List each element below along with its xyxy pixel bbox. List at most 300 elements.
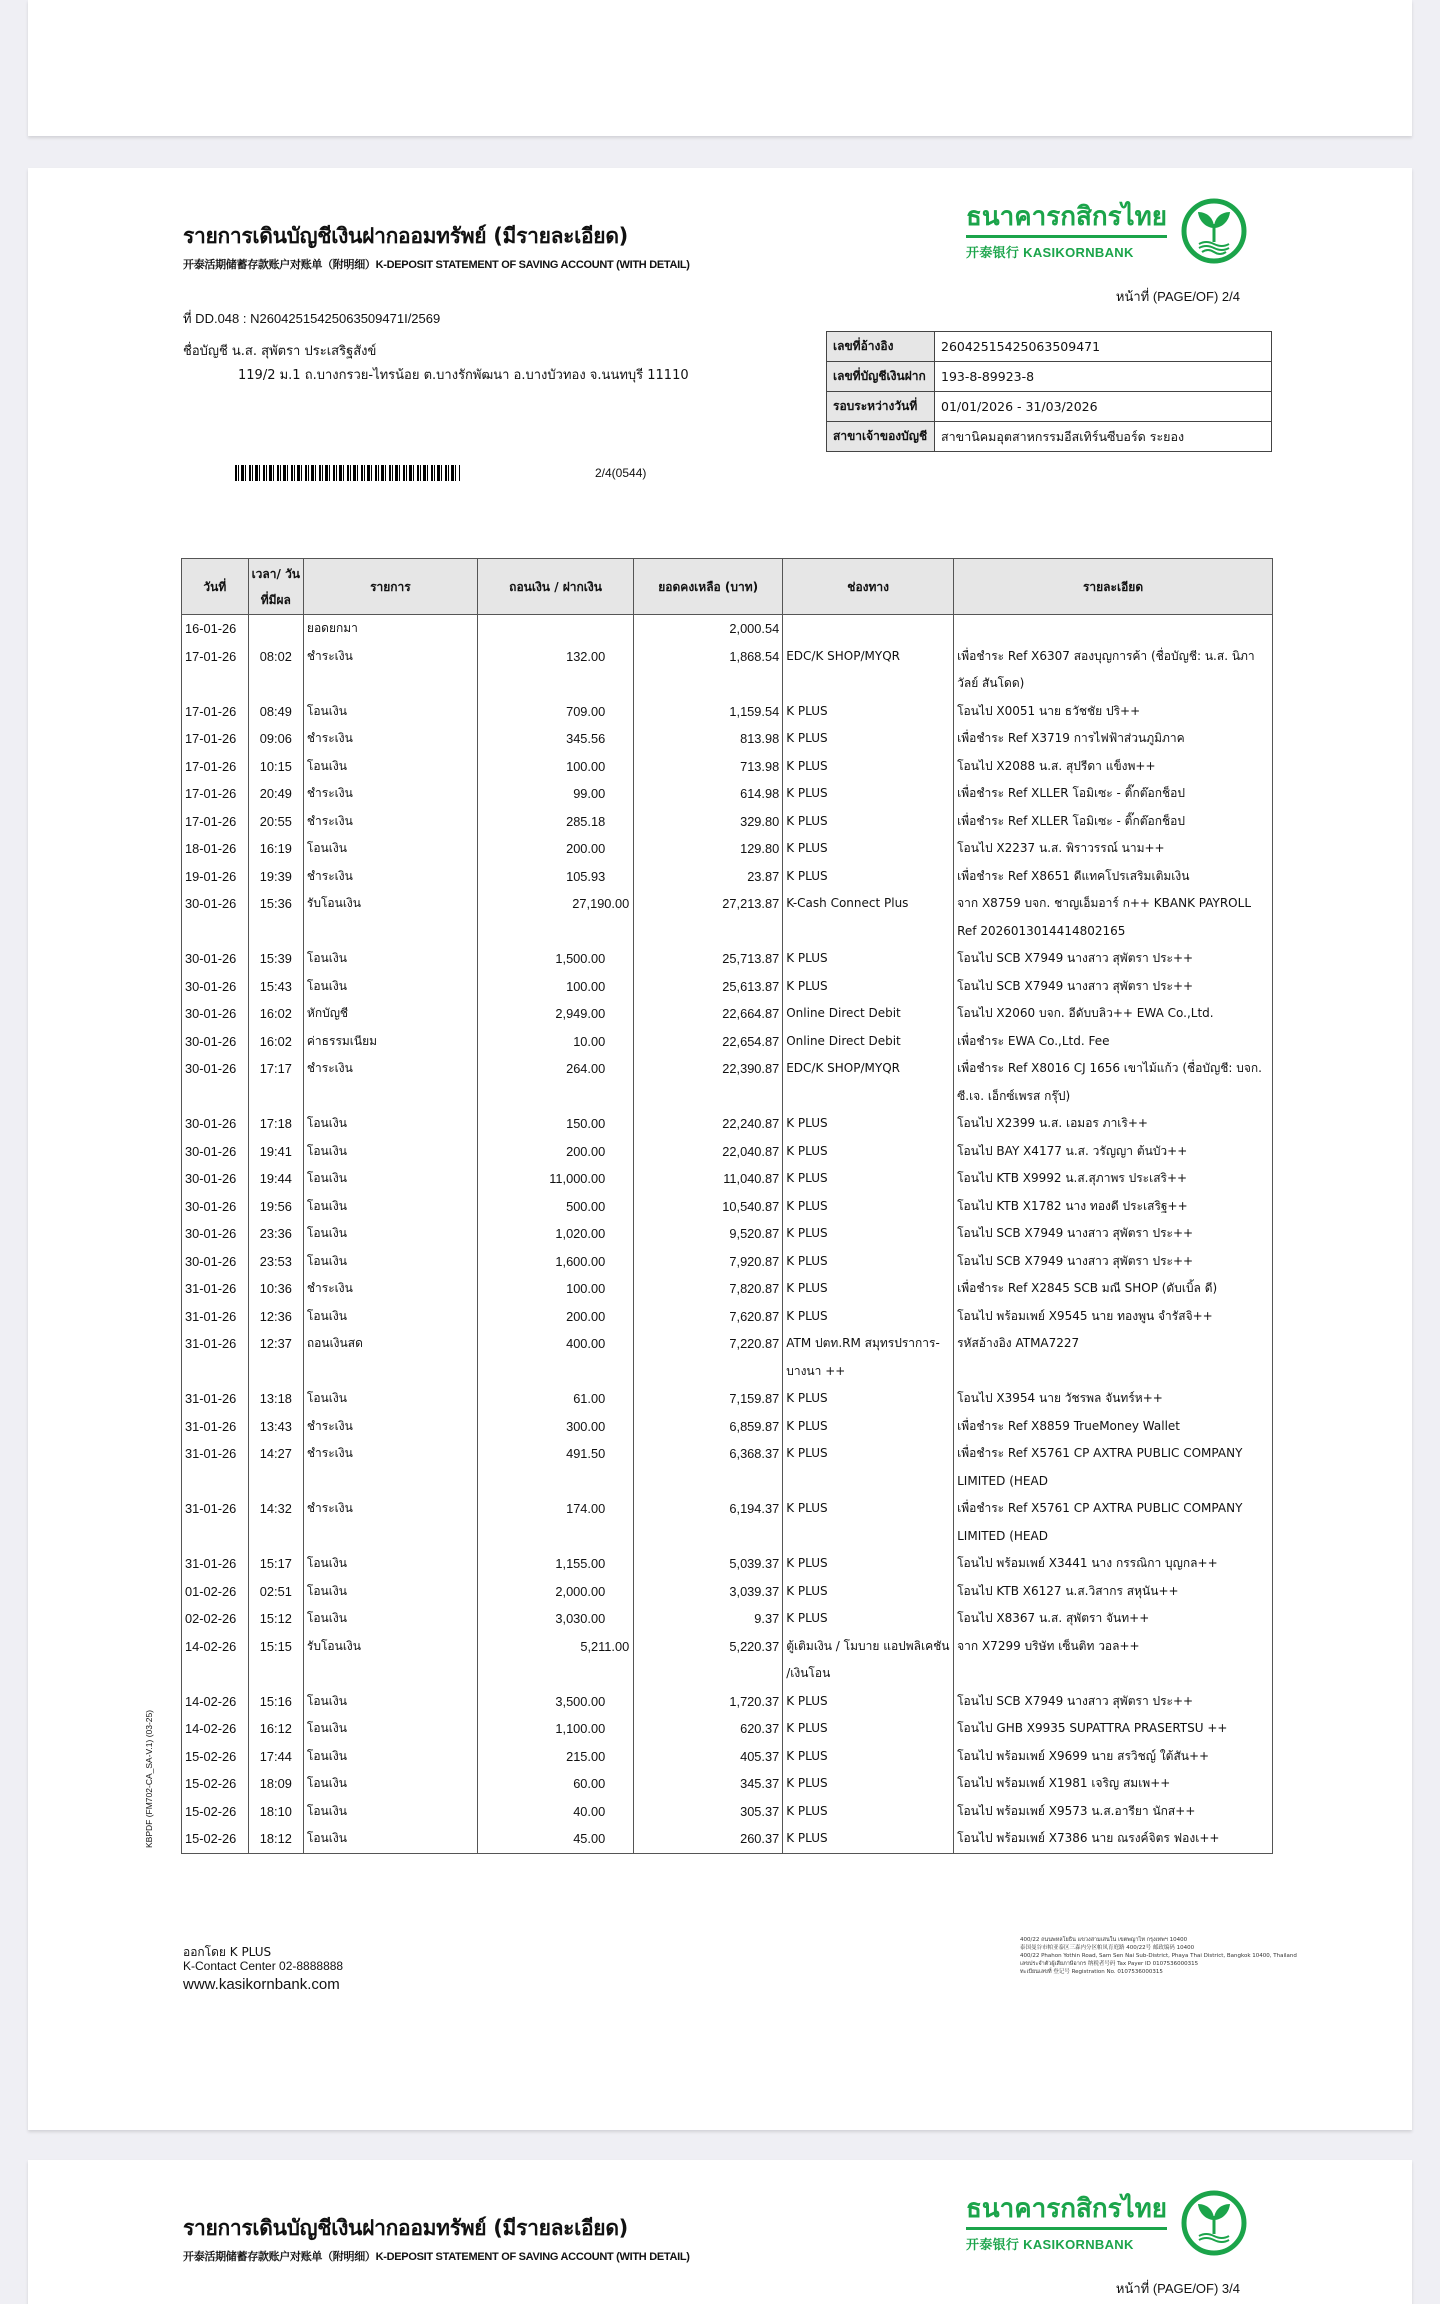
- cell-detail: โอนไป X2237 น.ส. พิราวรรณ์ นาม++: [954, 835, 1273, 863]
- cell-type: รับโอนเงิน: [303, 890, 477, 945]
- cell-type: ชำระเงิน: [303, 1495, 477, 1550]
- cell-channel: K PLUS: [783, 1605, 954, 1633]
- cell-channel: K PLUS: [783, 1220, 954, 1248]
- cell-type: โอนเงิน: [303, 1110, 477, 1138]
- cell-balance: 305.37: [634, 1798, 783, 1826]
- cell-date: 30-01-26: [182, 890, 249, 945]
- kbank-leaf-icon: [1181, 198, 1247, 264]
- cell-balance: 11,040.87: [634, 1165, 783, 1193]
- cell-detail: เพื่อชำระ Ref XLLER โอมิเซะ - ติ๊กต๊อกช็อป: [954, 808, 1273, 836]
- bank-name-en: 开泰银行 KASIKORNBANK: [966, 244, 1134, 260]
- cell-balance: 620.37: [634, 1715, 783, 1743]
- cell-time: 17:44: [248, 1743, 303, 1771]
- cell-amount: 3,030.00: [477, 1605, 633, 1633]
- page-subtitle: 开泰活期储蓄存款账户对账单（附明细）K-DEPOSIT STATEMENT OF SAVING ACCOUNT (WITH DETAIL): [183, 259, 690, 271]
- cell-amount: 264.00: [477, 1055, 633, 1110]
- cell-detail: รหัสอ้างอิง ATMA7227: [954, 1330, 1273, 1385]
- cell-type: ถอนเงินสด: [303, 1330, 477, 1385]
- table-row: [182, 615, 1273, 643]
- table-row: [182, 698, 1273, 726]
- cell-amount: 200.00: [477, 1138, 633, 1166]
- cell-channel: K PLUS: [783, 1440, 954, 1495]
- info-row: รอบระหว่างวันที่ 01/01/2026 - 31/03/2026: [827, 392, 1272, 422]
- cell-date: 30-01-26: [182, 1028, 249, 1056]
- cell-channel: K PLUS: [783, 945, 954, 973]
- table-row: [182, 1550, 1273, 1578]
- cell-type: โอนเงิน: [303, 1165, 477, 1193]
- cell-channel: K PLUS: [783, 1578, 954, 1606]
- table-row: [182, 890, 1273, 945]
- cell-balance: 22,664.87: [634, 1000, 783, 1028]
- cell-channel: K PLUS: [783, 1385, 954, 1413]
- cell-amount: 27,190.00: [477, 890, 633, 945]
- cell-type: ยอดยกมา: [303, 615, 477, 643]
- cell-channel: ตู้เติมเงิน / โมบาย แอปพลิเคชัน /เงินโอน: [783, 1633, 954, 1688]
- cell-date: 31-01-26: [182, 1385, 249, 1413]
- table-row: [182, 1715, 1273, 1743]
- cell-type: โอนเงิน: [303, 1303, 477, 1331]
- cell-time: 16:02: [248, 1028, 303, 1056]
- cell-date: 16-01-26: [182, 615, 249, 643]
- cell-detail: โอนไป พร้อมเพย์ X9699 นาย สรวิชญ์ ใต้สัน++: [954, 1743, 1273, 1771]
- cell-amount: 2,949.00: [477, 1000, 633, 1028]
- page-number: หน้าที่ (PAGE/OF) 2/4: [1115, 289, 1240, 304]
- cell-time: 12:36: [248, 1303, 303, 1331]
- cell-amount: 300.00: [477, 1413, 633, 1441]
- col-channel: ช่องทาง: [783, 559, 954, 615]
- cell-time: 19:39: [248, 863, 303, 891]
- col-detail: รายละเอียด: [954, 559, 1273, 615]
- cell-channel: K PLUS: [783, 1193, 954, 1221]
- cell-type: โอนเงิน: [303, 945, 477, 973]
- cell-amount: 100.00: [477, 973, 633, 1001]
- cell-date: 30-01-26: [182, 1193, 249, 1221]
- cell-channel: K PLUS: [783, 725, 954, 753]
- cell-amount: 132.00: [477, 643, 633, 698]
- account-info-table: [826, 331, 1272, 452]
- cell-balance: 9.37: [634, 1605, 783, 1633]
- cell-balance: 713.98: [634, 753, 783, 781]
- info-row: เลขที่บัญชีเงินฝาก 193-8-89923-8: [827, 362, 1272, 392]
- cell-amount: 100.00: [477, 753, 633, 781]
- form-code: KBPDF (FM702-CA_SA-V.1) (03-25): [144, 1709, 154, 1848]
- col-amount: ถอนเงิน / ฝากเงิน: [477, 559, 633, 615]
- page-title: รายการเดินบัญชีเงินฝากออมทรัพย์ (มีรายละเอียด): [183, 224, 628, 248]
- cell-amount: 491.50: [477, 1440, 633, 1495]
- cell-type: ชำระเงิน: [303, 643, 477, 698]
- cell-detail: เพื่อชำระ Ref X5761 CP AXTRA PUBLIC COMPANY LIMITED (HEAD: [954, 1440, 1273, 1495]
- cell-balance: 25,713.87: [634, 945, 783, 973]
- cell-date: 30-01-26: [182, 1110, 249, 1138]
- next-page-title: รายการเดินบัญชีเงินฝากออมทรัพย์ (มีรายละเอียด): [183, 2216, 628, 2240]
- cell-detail: [954, 615, 1273, 643]
- cell-detail: โอนไป พร้อมเพย์ X9573 น.ส.อารียา นักส++: [954, 1798, 1273, 1826]
- cell-type: โอนเงิน: [303, 1605, 477, 1633]
- cell-amount: 200.00: [477, 835, 633, 863]
- table-row: [182, 1220, 1273, 1248]
- cell-type: ชำระเงิน: [303, 808, 477, 836]
- cell-date: 14-02-26: [182, 1688, 249, 1716]
- cell-channel: K PLUS: [783, 1165, 954, 1193]
- table-row: [182, 1165, 1273, 1193]
- cell-type: รับโอนเงิน: [303, 1633, 477, 1688]
- cell-time: 15:12: [248, 1605, 303, 1633]
- cell-channel: K PLUS: [783, 1110, 954, 1138]
- table-row: [182, 1578, 1273, 1606]
- table-row: [182, 1743, 1273, 1771]
- table-row: [182, 1248, 1273, 1276]
- cell-balance: 22,040.87: [634, 1138, 783, 1166]
- cell-date: 31-01-26: [182, 1550, 249, 1578]
- cell-time: 15:15: [248, 1633, 303, 1688]
- cell-channel: EDC/K SHOP/MYQR: [783, 643, 954, 698]
- cell-channel: K PLUS: [783, 808, 954, 836]
- cell-detail: โอนไป พร้อมเพย์ X1981 เจริญ สมเพ++: [954, 1770, 1273, 1798]
- document-number: ที่ DD.048 : N26042515425063509471I/2569: [183, 311, 441, 326]
- cell-channel: K PLUS: [783, 1770, 954, 1798]
- cell-type: โอนเงิน: [303, 1743, 477, 1771]
- cell-time: 17:17: [248, 1055, 303, 1110]
- table-row: [182, 1440, 1273, 1495]
- cell-amount: [477, 615, 633, 643]
- cell-date: 30-01-26: [182, 1000, 249, 1028]
- cell-detail: โอนไป KTB X6127 น.ส.วิสากร สหุนัน++: [954, 1578, 1273, 1606]
- cell-amount: 5,211.00: [477, 1633, 633, 1688]
- table-row: [182, 1385, 1273, 1413]
- cell-date: 17-01-26: [182, 808, 249, 836]
- cell-amount: 1,100.00: [477, 1715, 633, 1743]
- table-row: [182, 863, 1273, 891]
- cell-date: 17-01-26: [182, 698, 249, 726]
- cell-date: 31-01-26: [182, 1495, 249, 1550]
- cell-amount: 400.00: [477, 1330, 633, 1385]
- cell-type: ชำระเงิน: [303, 780, 477, 808]
- cell-date: 17-01-26: [182, 753, 249, 781]
- cell-type: โอนเงิน: [303, 1385, 477, 1413]
- cell-date: 14-02-26: [182, 1715, 249, 1743]
- cell-date: 30-01-26: [182, 1165, 249, 1193]
- col-type: รายการ: [303, 559, 477, 615]
- cell-detail: เพื่อชำระ Ref X2845 SCB มณี SHOP (ดับเบิ้ล ดี): [954, 1275, 1273, 1303]
- cell-detail: โอนไป KTB X1782 นาง ทองดี ประเสริฐ++: [954, 1193, 1273, 1221]
- cell-balance: 27,213.87: [634, 890, 783, 945]
- cell-time: 23:36: [248, 1220, 303, 1248]
- cell-balance: 7,620.87: [634, 1303, 783, 1331]
- account-name: ชื่อบัญชี น.ส. สุพัตรา ประเสริฐสังข์: [183, 344, 377, 359]
- cell-channel: K PLUS: [783, 1303, 954, 1331]
- cell-time: 10:15: [248, 753, 303, 781]
- cell-amount: 11,000.00: [477, 1165, 633, 1193]
- cell-channel: ATM ปตท.RM สมุทรปราการ-บางนา ++: [783, 1330, 954, 1385]
- cell-time: 18:10: [248, 1798, 303, 1826]
- cell-date: 31-01-26: [182, 1440, 249, 1495]
- cell-detail: โอนไป X0051 นาย ธวัชชัย ปริ++: [954, 698, 1273, 726]
- cell-detail: โอนไป SCB X7949 นางสาว สุพัตรา ประ++: [954, 973, 1273, 1001]
- cell-amount: 174.00: [477, 1495, 633, 1550]
- table-row: [182, 808, 1273, 836]
- cell-time: 02:51: [248, 1578, 303, 1606]
- cell-date: 30-01-26: [182, 1248, 249, 1276]
- bank-name-th: ธนาคารกสิกรไทย: [966, 202, 1167, 238]
- table-row: [182, 1330, 1273, 1385]
- cell-type: หักบัญชี: [303, 1000, 477, 1028]
- cell-detail: เพื่อชำระ Ref X3719 การไฟฟ้าส่วนภูมิภาค: [954, 725, 1273, 753]
- cell-channel: K PLUS: [783, 1825, 954, 1853]
- cell-time: 23:53: [248, 1248, 303, 1276]
- cell-amount: 500.00: [477, 1193, 633, 1221]
- cell-balance: 7,820.87: [634, 1275, 783, 1303]
- table-row: [182, 1193, 1273, 1221]
- cell-channel: K PLUS: [783, 1248, 954, 1276]
- cell-date: 02-02-26: [182, 1605, 249, 1633]
- cell-balance: 23.87: [634, 863, 783, 891]
- cell-channel: K PLUS: [783, 973, 954, 1001]
- cell-channel: K PLUS: [783, 698, 954, 726]
- cell-channel: K PLUS: [783, 1413, 954, 1441]
- table-row: [182, 1495, 1273, 1550]
- cell-amount: 99.00: [477, 780, 633, 808]
- cell-balance: 614.98: [634, 780, 783, 808]
- next-page-subtitle: 开泰活期储蓄存款账户对账单（附明细）K-DEPOSIT STATEMENT OF SAVING ACCOUNT (WITH DETAIL): [183, 2251, 690, 2263]
- cell-type: โอนเงิน: [303, 1798, 477, 1826]
- table-row: [182, 1303, 1273, 1331]
- cell-amount: 100.00: [477, 1275, 633, 1303]
- cell-detail: เพื่อชำระ Ref X8016 CJ 1656 เขาไม้แก้ว (ชื่อบัญชี: บจก. ซี.เจ. เอ็กซ์เพรส กรุ๊ป): [954, 1055, 1273, 1110]
- cell-balance: 10,540.87: [634, 1193, 783, 1221]
- cell-type: โอนเงิน: [303, 1715, 477, 1743]
- barcode-label: 2/4(0544): [595, 466, 647, 480]
- cell-date: 19-01-26: [182, 863, 249, 891]
- cell-channel: K-Cash Connect Plus: [783, 890, 954, 945]
- cell-time: 16:02: [248, 1000, 303, 1028]
- cell-balance: 25,613.87: [634, 973, 783, 1001]
- cell-balance: 813.98: [634, 725, 783, 753]
- cell-time: 19:41: [248, 1138, 303, 1166]
- cell-time: [248, 615, 303, 643]
- table-row: [182, 1028, 1273, 1056]
- cell-detail: โอนไป X2060 บจก. อีดับบลิว++ EWA Co.,Ltd.: [954, 1000, 1273, 1028]
- cell-balance: 6,194.37: [634, 1495, 783, 1550]
- barcode: [235, 465, 460, 481]
- cell-amount: 1,020.00: [477, 1220, 633, 1248]
- cell-type: ชำระเงิน: [303, 1413, 477, 1441]
- cell-date: 30-01-26: [182, 973, 249, 1001]
- cell-type: โอนเงิน: [303, 1825, 477, 1853]
- table-row: [182, 1825, 1273, 1853]
- cell-detail: โอนไป X2088 น.ส. สุปรีดา แข็งพ++: [954, 753, 1273, 781]
- cell-channel: K PLUS: [783, 863, 954, 891]
- cell-balance: 2,000.54: [634, 615, 783, 643]
- cell-balance: 22,240.87: [634, 1110, 783, 1138]
- cell-date: 30-01-26: [182, 945, 249, 973]
- table-row: [182, 1000, 1273, 1028]
- cell-date: 31-01-26: [182, 1275, 249, 1303]
- cell-balance: 5,220.37: [634, 1633, 783, 1688]
- cell-date: 17-01-26: [182, 780, 249, 808]
- cell-amount: 2,000.00: [477, 1578, 633, 1606]
- cell-detail: โอนไป BAY X4177 น.ส. วรัญญา ต้นบัว++: [954, 1138, 1273, 1166]
- table-row: [182, 1633, 1273, 1688]
- table-row: [182, 780, 1273, 808]
- cell-time: 09:06: [248, 725, 303, 753]
- table-row: [182, 1110, 1273, 1138]
- cell-time: 14:32: [248, 1495, 303, 1550]
- cell-time: 08:49: [248, 698, 303, 726]
- cell-time: 15:43: [248, 973, 303, 1001]
- website-link[interactable]: www.kasikornbank.com: [183, 1976, 340, 1993]
- cell-balance: 22,390.87: [634, 1055, 783, 1110]
- cell-balance: 5,039.37: [634, 1550, 783, 1578]
- cell-date: 17-01-26: [182, 643, 249, 698]
- cell-date: 15-02-26: [182, 1770, 249, 1798]
- cell-type: ชำระเงิน: [303, 1440, 477, 1495]
- table-row: [182, 1605, 1273, 1633]
- cell-time: 08:02: [248, 643, 303, 698]
- cell-detail: จาก X7299 บริษัท เซ็นติท วอล++: [954, 1633, 1273, 1688]
- cell-balance: 7,920.87: [634, 1248, 783, 1276]
- bank-logo: [966, 198, 1247, 264]
- cell-time: 13:43: [248, 1413, 303, 1441]
- cell-type: ชำระเงิน: [303, 1275, 477, 1303]
- cell-time: 15:17: [248, 1550, 303, 1578]
- cell-detail: เพื่อชำระ Ref X6307 สองบุญการค้า (ชื่อบัญชี: น.ส. นิภาวัลย์ สันโดด): [954, 643, 1273, 698]
- cell-type: โอนเงิน: [303, 698, 477, 726]
- cell-detail: โอนไป พร้อมเพย์ X7386 นาย ณรงค์จิตร ฟองเ++: [954, 1825, 1273, 1853]
- cell-type: โอนเงิน: [303, 835, 477, 863]
- cell-channel: Online Direct Debit: [783, 1028, 954, 1056]
- cell-date: 14-02-26: [182, 1633, 249, 1688]
- cell-balance: 1,720.37: [634, 1688, 783, 1716]
- cell-balance: 6,859.87: [634, 1413, 783, 1441]
- cell-type: ชำระเงิน: [303, 1055, 477, 1110]
- cell-balance: 6,368.37: [634, 1440, 783, 1495]
- cell-detail: โอนไป KTB X9992 น.ส.สุภาพร ประเสริ++: [954, 1165, 1273, 1193]
- cell-detail: จาก X8759 บจก. ชาญเอ็มอาร์ ก++ KBANK PAYROLL Ref 2026013014414802165: [954, 890, 1273, 945]
- cell-date: 15-02-26: [182, 1743, 249, 1771]
- cell-channel: K PLUS: [783, 835, 954, 863]
- cell-detail: เพื่อชำระ EWA Co.,Ltd. Fee: [954, 1028, 1273, 1056]
- cell-amount: 1,155.00: [477, 1550, 633, 1578]
- table-row: [182, 1055, 1273, 1110]
- next-bank-logo: ธนาคารกสิกรไทย 开泰银行 KASIKORNBANK: [966, 2190, 1247, 2256]
- cell-date: 30-01-26: [182, 1138, 249, 1166]
- cell-amount: 150.00: [477, 1110, 633, 1138]
- cell-balance: 405.37: [634, 1743, 783, 1771]
- cell-amount: 1,500.00: [477, 945, 633, 973]
- cell-type: โอนเงิน: [303, 1138, 477, 1166]
- cell-balance: 260.37: [634, 1825, 783, 1853]
- account-address: 119/2 ม.1 ถ.บางกรวย-ไทรน้อย ต.บางรักพัฒนา อ.บางบัวทอง จ.นนทบุรี 11110: [238, 368, 689, 383]
- cell-detail: เพื่อชำระ Ref X5761 CP AXTRA PUBLIC COMPANY LIMITED (HEAD: [954, 1495, 1273, 1550]
- cell-date: 30-01-26: [182, 1055, 249, 1110]
- next-page-number: หน้าที่ (PAGE/OF) 3/4: [1115, 2281, 1240, 2296]
- cell-type: โอนเงิน: [303, 1550, 477, 1578]
- next-page: [28, 2160, 1412, 2304]
- cell-channel: K PLUS: [783, 1138, 954, 1166]
- cell-amount: 709.00: [477, 698, 633, 726]
- cell-type: โอนเงิน: [303, 973, 477, 1001]
- cell-detail: โอนไป SCB X7949 นางสาว สุพัตรา ประ++: [954, 1248, 1273, 1276]
- cell-time: 19:44: [248, 1165, 303, 1193]
- table-row: [182, 1275, 1273, 1303]
- cell-time: 18:12: [248, 1825, 303, 1853]
- col-date: วันที่: [182, 559, 249, 615]
- cell-amount: 215.00: [477, 1743, 633, 1771]
- cell-channel: K PLUS: [783, 1715, 954, 1743]
- cell-amount: 61.00: [477, 1385, 633, 1413]
- cell-type: โอนเงิน: [303, 1193, 477, 1221]
- cell-date: 17-01-26: [182, 725, 249, 753]
- cell-time: 12:37: [248, 1330, 303, 1385]
- col-time: เวลา/ วันที่มีผล: [248, 559, 303, 615]
- cell-time: 18:09: [248, 1770, 303, 1798]
- cell-type: โอนเงิน: [303, 1220, 477, 1248]
- cell-channel: K PLUS: [783, 1275, 954, 1303]
- cell-channel: EDC/K SHOP/MYQR: [783, 1055, 954, 1110]
- kbank-leaf-icon: [1181, 2190, 1247, 2256]
- cell-detail: โอนไป X8367 น.ส. สุพัตรา จันท++: [954, 1605, 1273, 1633]
- statement-page: [28, 168, 1412, 2130]
- bank-address: 400/22 ถนนพหลโยธิน แขวงสามเสนใน เขตพญาไท กรุงเทพฯ 10400 泰国曼谷市帕亚泰区三森内分区帕凤育庭路 400/22号 邮政编码 10400 400/22 Phahon Yothin Road, Sam Sen Nai Sub-District, Phaya Thai District, Bangkok 10400, Thailand เลขประจำตัวผู้เสียภาษีอากร 纳税者号码 Tax Payer ID 0107536000315 ทะเบียนเลขที่ 登记号 Registration No. 0107536000315: [1020, 1937, 1297, 1975]
- cell-balance: 9,520.87: [634, 1220, 783, 1248]
- cell-time: 20:49: [248, 780, 303, 808]
- cell-balance: 329.80: [634, 808, 783, 836]
- cell-time: 20:55: [248, 808, 303, 836]
- cell-amount: 285.18: [477, 808, 633, 836]
- cell-channel: [783, 615, 954, 643]
- cell-time: 10:36: [248, 1275, 303, 1303]
- cell-channel: K PLUS: [783, 753, 954, 781]
- cell-type: โอนเงิน: [303, 1578, 477, 1606]
- cell-detail: โอนไป X3954 นาย วัชรพล จันทร์ห++: [954, 1385, 1273, 1413]
- cell-time: 16:12: [248, 1715, 303, 1743]
- cell-channel: K PLUS: [783, 1743, 954, 1771]
- previous-page: [28, 0, 1412, 136]
- info-row: เลขที่อ้างอิง 26042515425063509471: [827, 332, 1272, 362]
- table-header-row: [182, 559, 1273, 615]
- table-row: [182, 1688, 1273, 1716]
- contact-center: K-Contact Center 02-8888888: [183, 1959, 344, 1973]
- cell-balance: 1,159.54: [634, 698, 783, 726]
- cell-amount: 45.00: [477, 1825, 633, 1853]
- cell-amount: 3,500.00: [477, 1688, 633, 1716]
- table-row: [182, 973, 1273, 1001]
- cell-time: 17:18: [248, 1110, 303, 1138]
- cell-time: 15:39: [248, 945, 303, 973]
- cell-type: ชำระเงิน: [303, 725, 477, 753]
- cell-balance: 3,039.37: [634, 1578, 783, 1606]
- table-row: [182, 753, 1273, 781]
- cell-date: 18-01-26: [182, 835, 249, 863]
- cell-detail: โอนไป พร้อมเพย์ X3441 นาง กรรณิกา บุญกล++: [954, 1550, 1273, 1578]
- cell-balance: 129.80: [634, 835, 783, 863]
- cell-date: 30-01-26: [182, 1220, 249, 1248]
- cell-channel: K PLUS: [783, 1495, 954, 1550]
- table-row: [182, 835, 1273, 863]
- cell-type: โอนเงิน: [303, 753, 477, 781]
- cell-time: 16:19: [248, 835, 303, 863]
- cell-balance: 345.37: [634, 1770, 783, 1798]
- cell-time: 15:16: [248, 1688, 303, 1716]
- cell-detail: โอนไป SCB X7949 นางสาว สุพัตรา ประ++: [954, 1220, 1273, 1248]
- cell-detail: เพื่อชำระ Ref X8651 ดีแทคโปรเสริมเติมเงิน: [954, 863, 1273, 891]
- cell-time: 13:18: [248, 1385, 303, 1413]
- cell-type: โอนเงิน: [303, 1248, 477, 1276]
- transactions-table: [181, 558, 1273, 1854]
- cell-type: โอนเงิน: [303, 1688, 477, 1716]
- cell-balance: 22,654.87: [634, 1028, 783, 1056]
- table-row: [182, 1138, 1273, 1166]
